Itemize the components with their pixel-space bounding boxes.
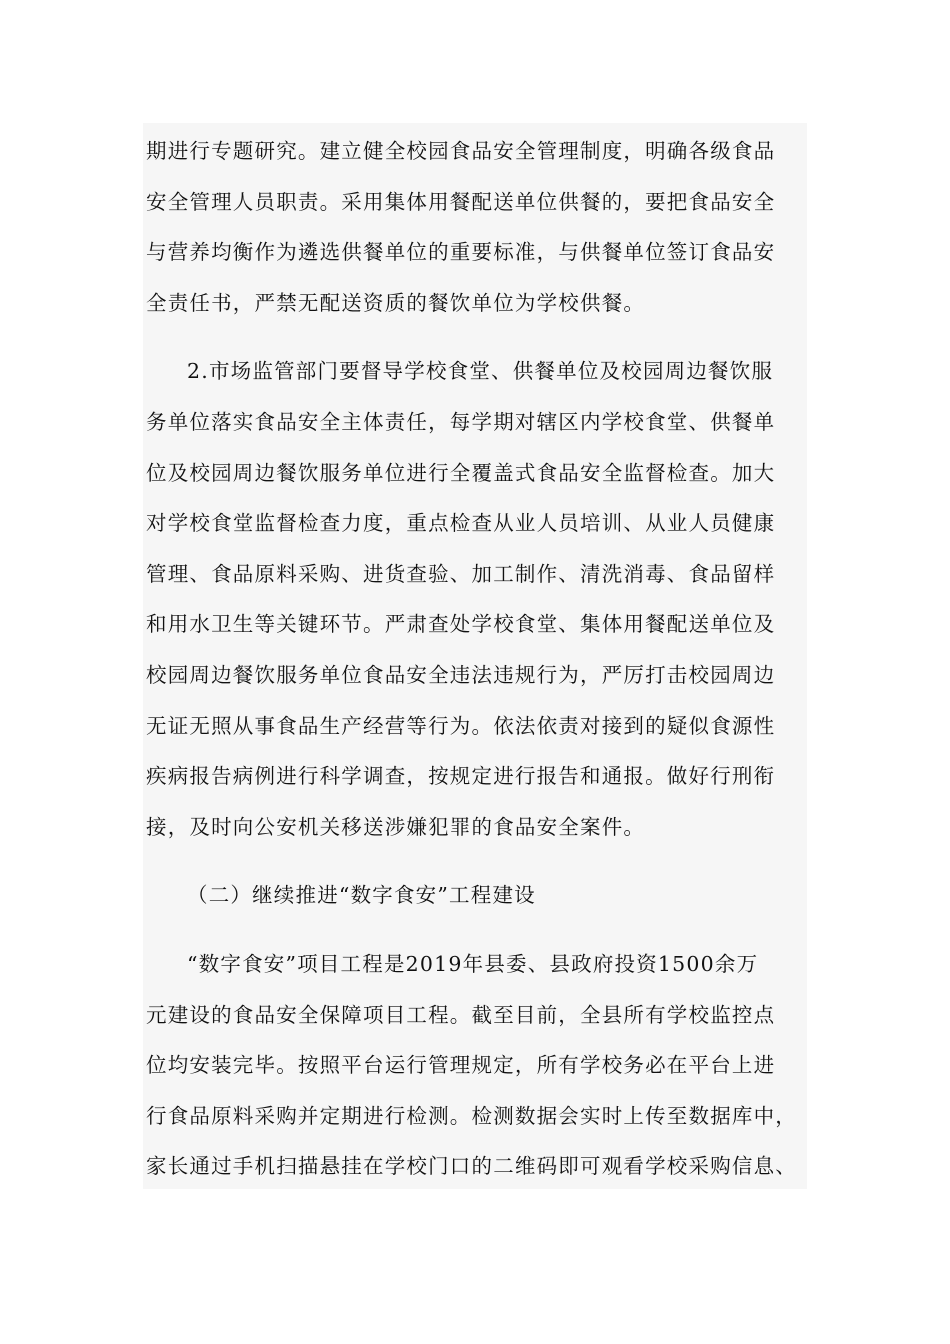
text-line: 位及校园周边餐饮服务单位进行全覆盖式食品安全监督检查。加大: [146, 460, 776, 485]
text-line: 期进行专题研究。建立健全校园食品安全管理制度，明确各级食品: [146, 139, 776, 163]
text-line: 全责任书，严禁无配送资质的餐饮单位为学校供餐。: [146, 290, 646, 315]
section-heading: （二）继续推进“数字食安”工程建设: [187, 883, 536, 908]
paragraph-gap: [146, 921, 806, 939]
text-line: 对学校食堂监督检查力度，重点检查从业人员培训、从业人员健康: [146, 511, 776, 536]
document-body: [146, 126, 806, 1192]
paragraph-gap: [146, 852, 806, 870]
text-line: 管理、食品原料采购、进货查验、加工制作、清洗消毒、食品留样: [146, 561, 776, 586]
text-line: 2.市场监管部门要督导学校食堂、供餐单位及校园周边餐饮服: [187, 359, 774, 384]
text-line: 元建设的食品安全保障项目工程。截至目前，全县所有学校监控点: [146, 1002, 776, 1027]
text-line: 位均安装完毕。按照平台运行管理规定，所有学校务必在平台上进: [146, 1053, 776, 1078]
paragraph-gap: [146, 328, 806, 346]
paragraph-2: [146, 346, 806, 852]
text-line: 与营养均衡作为遴选供餐单位的重要标准，与供餐单位签订食品安: [146, 240, 776, 265]
text-line: 家长通过手机扫描悬挂在学校门口的二维码即可观看学校采购信息、: [146, 1154, 797, 1179]
paragraph-1: [146, 126, 806, 328]
text-line: 务单位落实食品安全主体责任，每学期对辖区内学校食堂、供餐单: [146, 409, 776, 434]
text-line: 校园周边餐饮服务单位食品安全违法违规行为，严厉打击校园周边: [146, 662, 776, 687]
paragraph-3: [146, 939, 806, 1192]
text-line: 疾病报告病例进行科学调查，按规定进行报告和通报。做好行刑衔: [146, 764, 776, 789]
text-line: 安全管理人员职责。采用集体用餐配送单位供餐的，要把食品安全: [146, 189, 776, 214]
text-line: 行食品原料采购并定期进行检测。检测数据会实时上传至数据库中，: [146, 1103, 797, 1128]
text-line: 和用水卫生等关键环节。严肃查处学校食堂、集体用餐配送单位及: [146, 612, 776, 637]
text-line: 无证无照从事食品生产经营等行为。依法依责对接到的疑似食源性: [146, 713, 776, 738]
text-line: “数字食安”项目工程是2019年县委、县政府投资1500余万: [187, 951, 759, 976]
text-line: 接，及时向公安机关移送涉嫌犯罪的食品安全案件。: [146, 814, 646, 839]
